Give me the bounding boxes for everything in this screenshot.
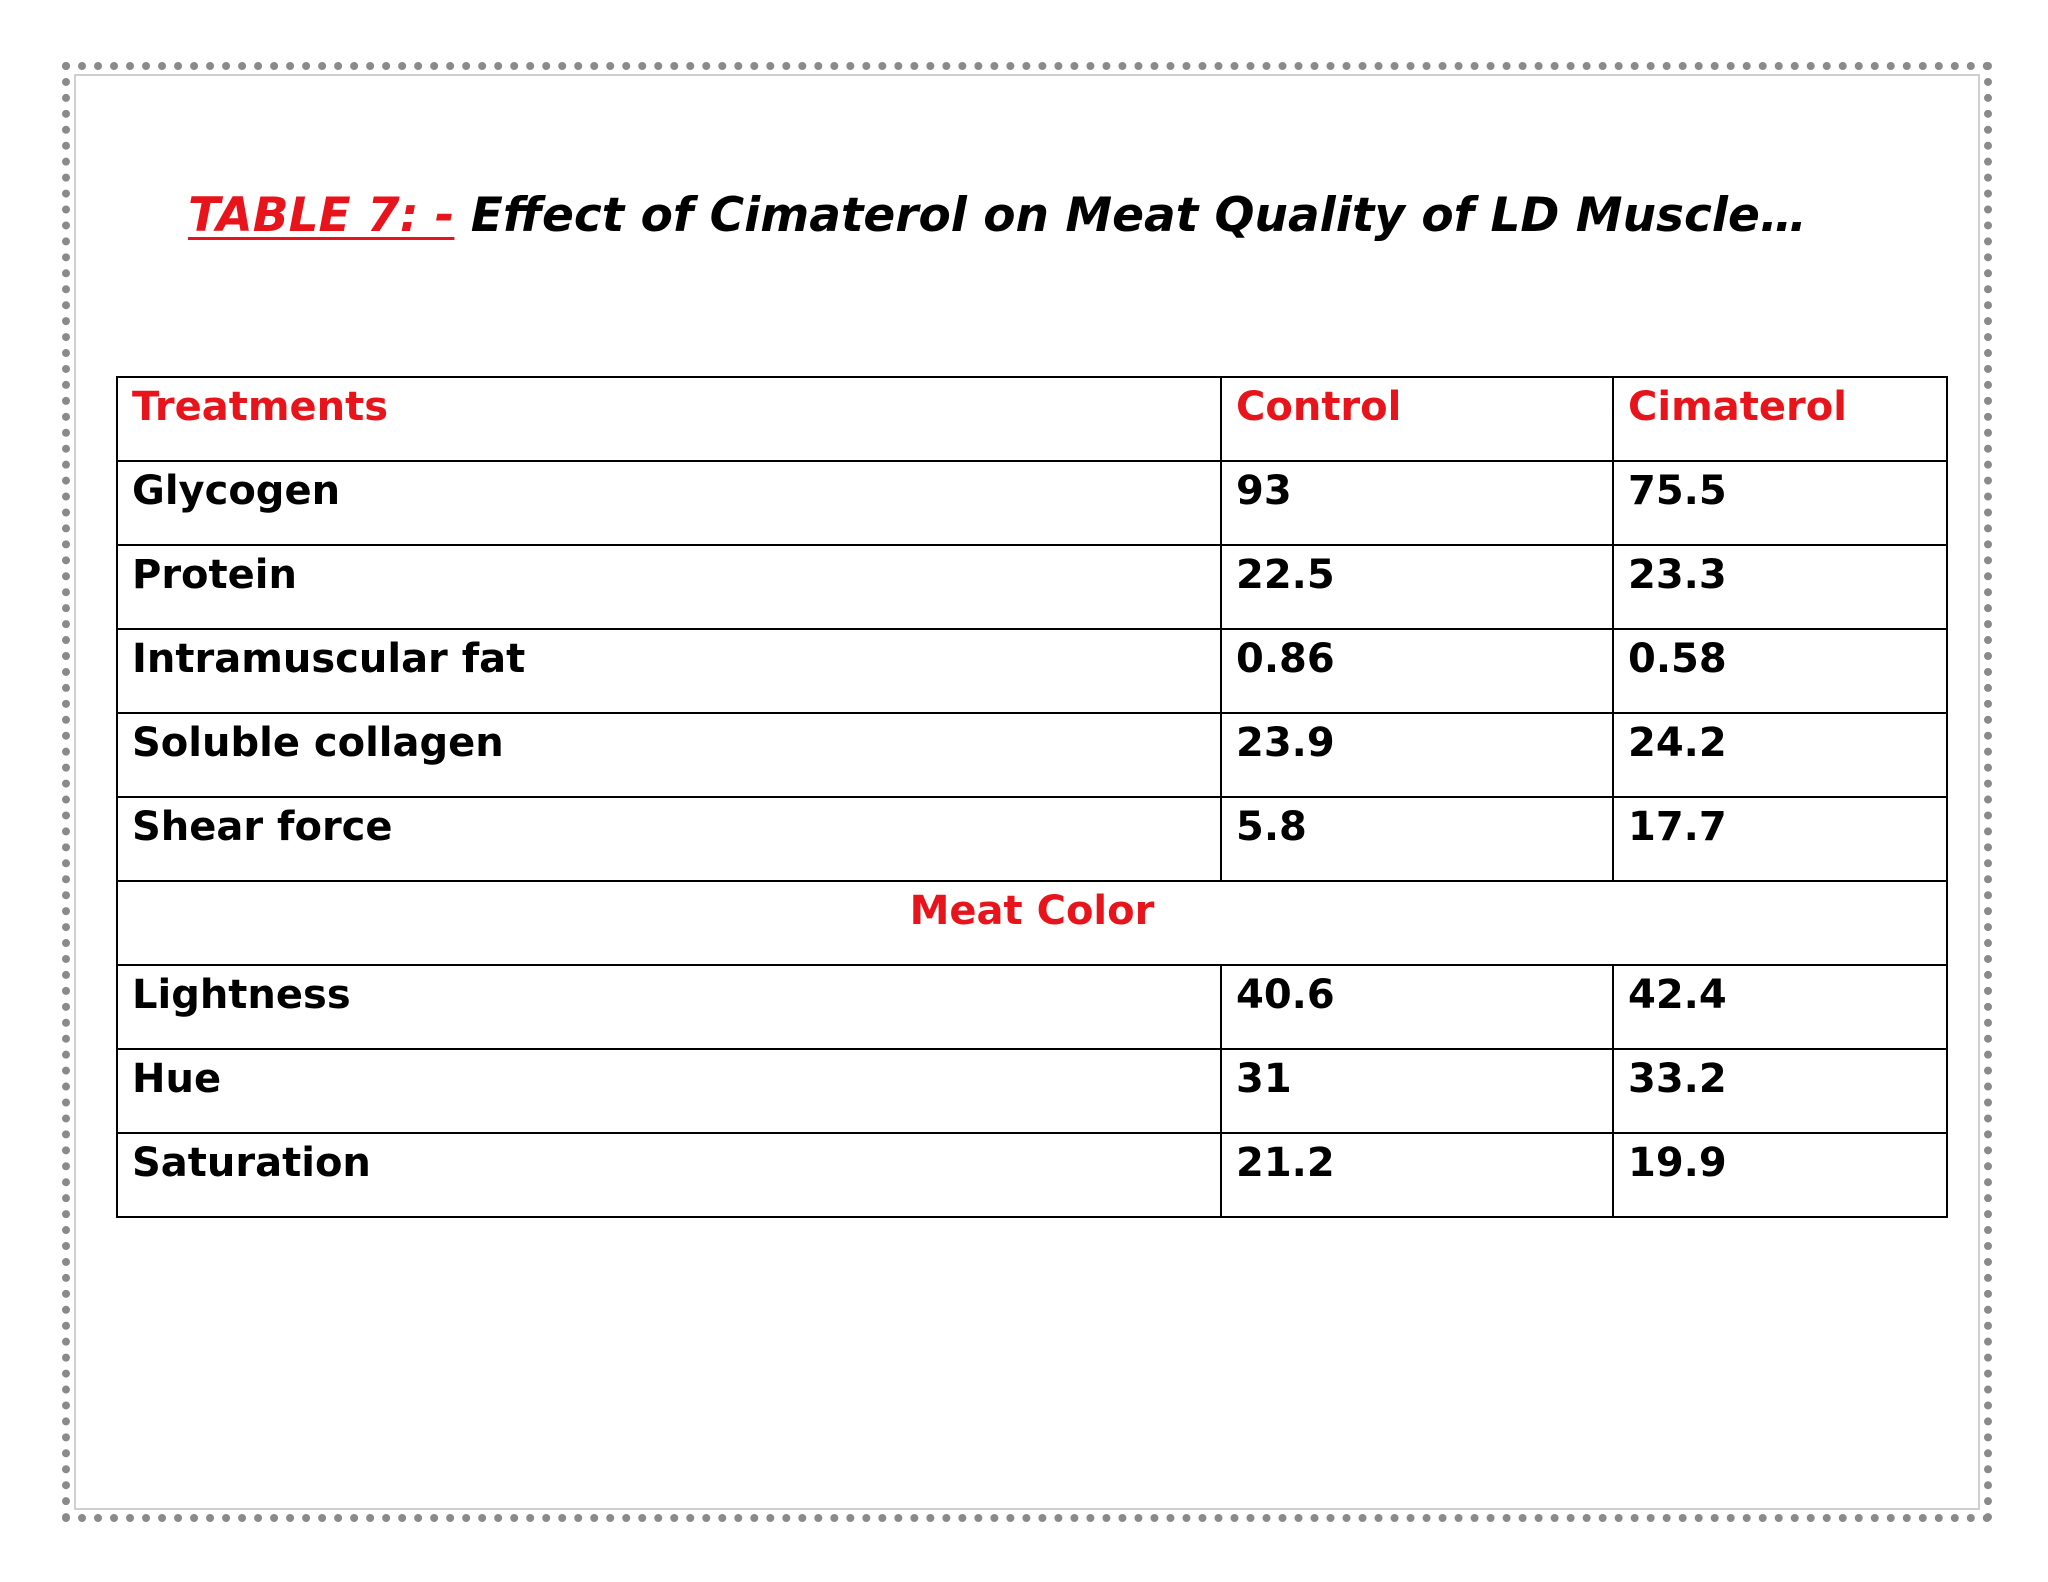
- table-row: [117, 545, 1947, 629]
- table-row: [117, 797, 1947, 881]
- section-row: [117, 881, 1947, 965]
- table-row: [117, 713, 1947, 797]
- row-label: Saturation: [117, 1133, 1221, 1217]
- table-caption: Effect of Cimaterol on Meat Quality of LD Muscle…: [454, 188, 1807, 243]
- meat-quality-table: [116, 376, 1948, 1218]
- table-row: [117, 1133, 1947, 1217]
- cimaterol-value: 0.58: [1613, 629, 1947, 713]
- row-label: Shear force: [117, 797, 1221, 881]
- cimaterol-value: 17.7: [1613, 797, 1947, 881]
- control-value: 21.2: [1221, 1133, 1613, 1217]
- control-value: 23.9: [1221, 713, 1613, 797]
- control-value: 22.5: [1221, 545, 1613, 629]
- control-value: 31: [1221, 1049, 1613, 1133]
- cimaterol-value: 42.4: [1613, 965, 1947, 1049]
- row-label: Lightness: [117, 965, 1221, 1049]
- control-value: 5.8: [1221, 797, 1613, 881]
- section-heading-meat-color: Meat Color: [117, 881, 1947, 965]
- table-row: [117, 461, 1947, 545]
- table-title: [188, 188, 1807, 243]
- control-value: 40.6: [1221, 965, 1613, 1049]
- header-cimaterol: Cimaterol: [1613, 377, 1947, 461]
- table-row: [117, 1049, 1947, 1133]
- row-label: Intramuscular fat: [117, 629, 1221, 713]
- row-label: Glycogen: [117, 461, 1221, 545]
- table-row: [117, 629, 1947, 713]
- table-header-row: [117, 377, 1947, 461]
- row-label: Hue: [117, 1049, 1221, 1133]
- header-treatments: Treatments: [117, 377, 1221, 461]
- row-label: Protein: [117, 545, 1221, 629]
- table-number-label: TABLE 7: -: [188, 188, 455, 243]
- table-row: [117, 965, 1947, 1049]
- control-value: 0.86: [1221, 629, 1613, 713]
- row-label: Soluble collagen: [117, 713, 1221, 797]
- cimaterol-value: 19.9: [1613, 1133, 1947, 1217]
- cimaterol-value: 33.2: [1613, 1049, 1947, 1133]
- control-value: 93: [1221, 461, 1613, 545]
- cimaterol-value: 75.5: [1613, 461, 1947, 545]
- header-control: Control: [1221, 377, 1613, 461]
- cimaterol-value: 23.3: [1613, 545, 1947, 629]
- cimaterol-value: 24.2: [1613, 713, 1947, 797]
